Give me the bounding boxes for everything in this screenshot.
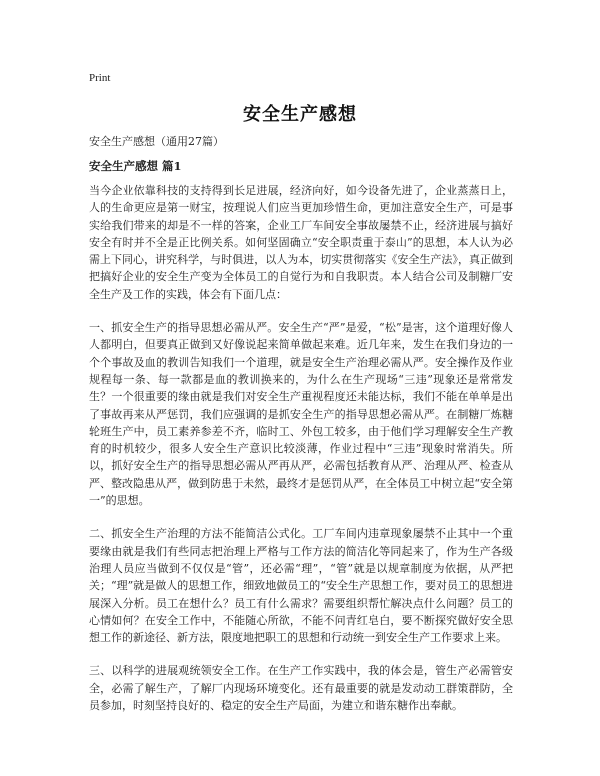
paragraph-intro: 当今企业依靠科技的支持得到长足进展，经济向好，如今设备先进了，企业蒸蒸日上，人的生命更应是第一财宝，按理说人们应当更加珍惜生命，更加注意安全生产，可是事实给我们带来的却是不一样的答案，企业工厂车间安全事故屡禁不止，经济进展与搞好安全有时并不全是正比例关系。如何坚固确立“安全职责重于泰山”的思想，本人认为必需上下同心，讲究科学，与时俱进，以人为本，切实贯彻落实《安全生产法》，真正做到把搞好企业的安全生产变为全体员工的自觉行为和自我职责。本人结合公司及制糖厂安全生产及工作的实践，体会有下面几点： [89, 184, 513, 301]
article-body [89, 182, 513, 730]
paragraph-point-2: 二、抓安全生产治理的方法不能简洁公式化。工厂车间内违章现象屡禁不止其中一个重要缘由就是我们有些同志把治理上严格与工作方法的简洁化等同起来了，作为生产各级治理人员应当做到不仅仅是“管”，还必需“理”，“管”就是以规章制度为依据，从严把关；“理”就是做人的思想工作，细致地做员工的“安全生产思想工作，要对员工的思想进展深入分析。员工在想什么？员工有什么需求？需要组织帮忙解决点什么问题？员工的心情如何？在安全工作中，不能随心所欲，不能不问青红皂白，要不断探究做好安全思想工作的新途径、新方法，限度地把职工的思想和行动统一到安全生产工作要求上来。 [89, 527, 513, 645]
paragraph-point-3: 三、以科学的进展观统领安全工作。在生产工作实践中，我的体会是，管生产必需管安全，必需了解生产，了解厂内现场环境变化。还有最重要的就是发动动工群策群防，全员参加，时刻坚持良好的、稳定的安全生产局面，为建立和谐东糖作出奉献。 [89, 664, 513, 713]
page-title: 安全生产感想 [243, 104, 357, 125]
document-subtitle: 安全生产感想（通用27篇） [89, 135, 224, 148]
section-heading: 安全生产感想 篇1 [89, 159, 182, 173]
print-link[interactable]: Print [89, 72, 111, 84]
paragraph-point-1: 一、抓安全生产的指导思想必需从严。安全生产“严”是爱，“松”是害，这个道理好像人人都明白，但要真正做到又好像说起来简单做起来难。近几年来，发生在我们身边的一个个事故及血的教训告知我们一个道理，就是安全生产治理必需从严。安全操作及作业规程每一条、每一款都是血的教训换来的，为什么在生产现场“三违”现象还是常常发生？一个很重要的缘由就是我们对安全生产重视程度还未能达标，我们不能在单单是出了事故再来从严惩罚，我们应强调的是抓安全生产的指导思想必需从严。在制糖厂炼糖轮班生产中，员工素养参差不齐，临时工、外包工较多，由于他们学习理解安全生产教育的时机较少，很多人安全生产意识比较淡薄，作业过程中“三违”现象时常消失。所以，抓好安全生产的指导思想必需从严再从严，必需包括教育从严、治理从严、检查从严、整改隐患从严，做到防患于未然，最终才是惩罚从严，在全体员工中树立起“安全第一”的思想。 [89, 321, 513, 508]
